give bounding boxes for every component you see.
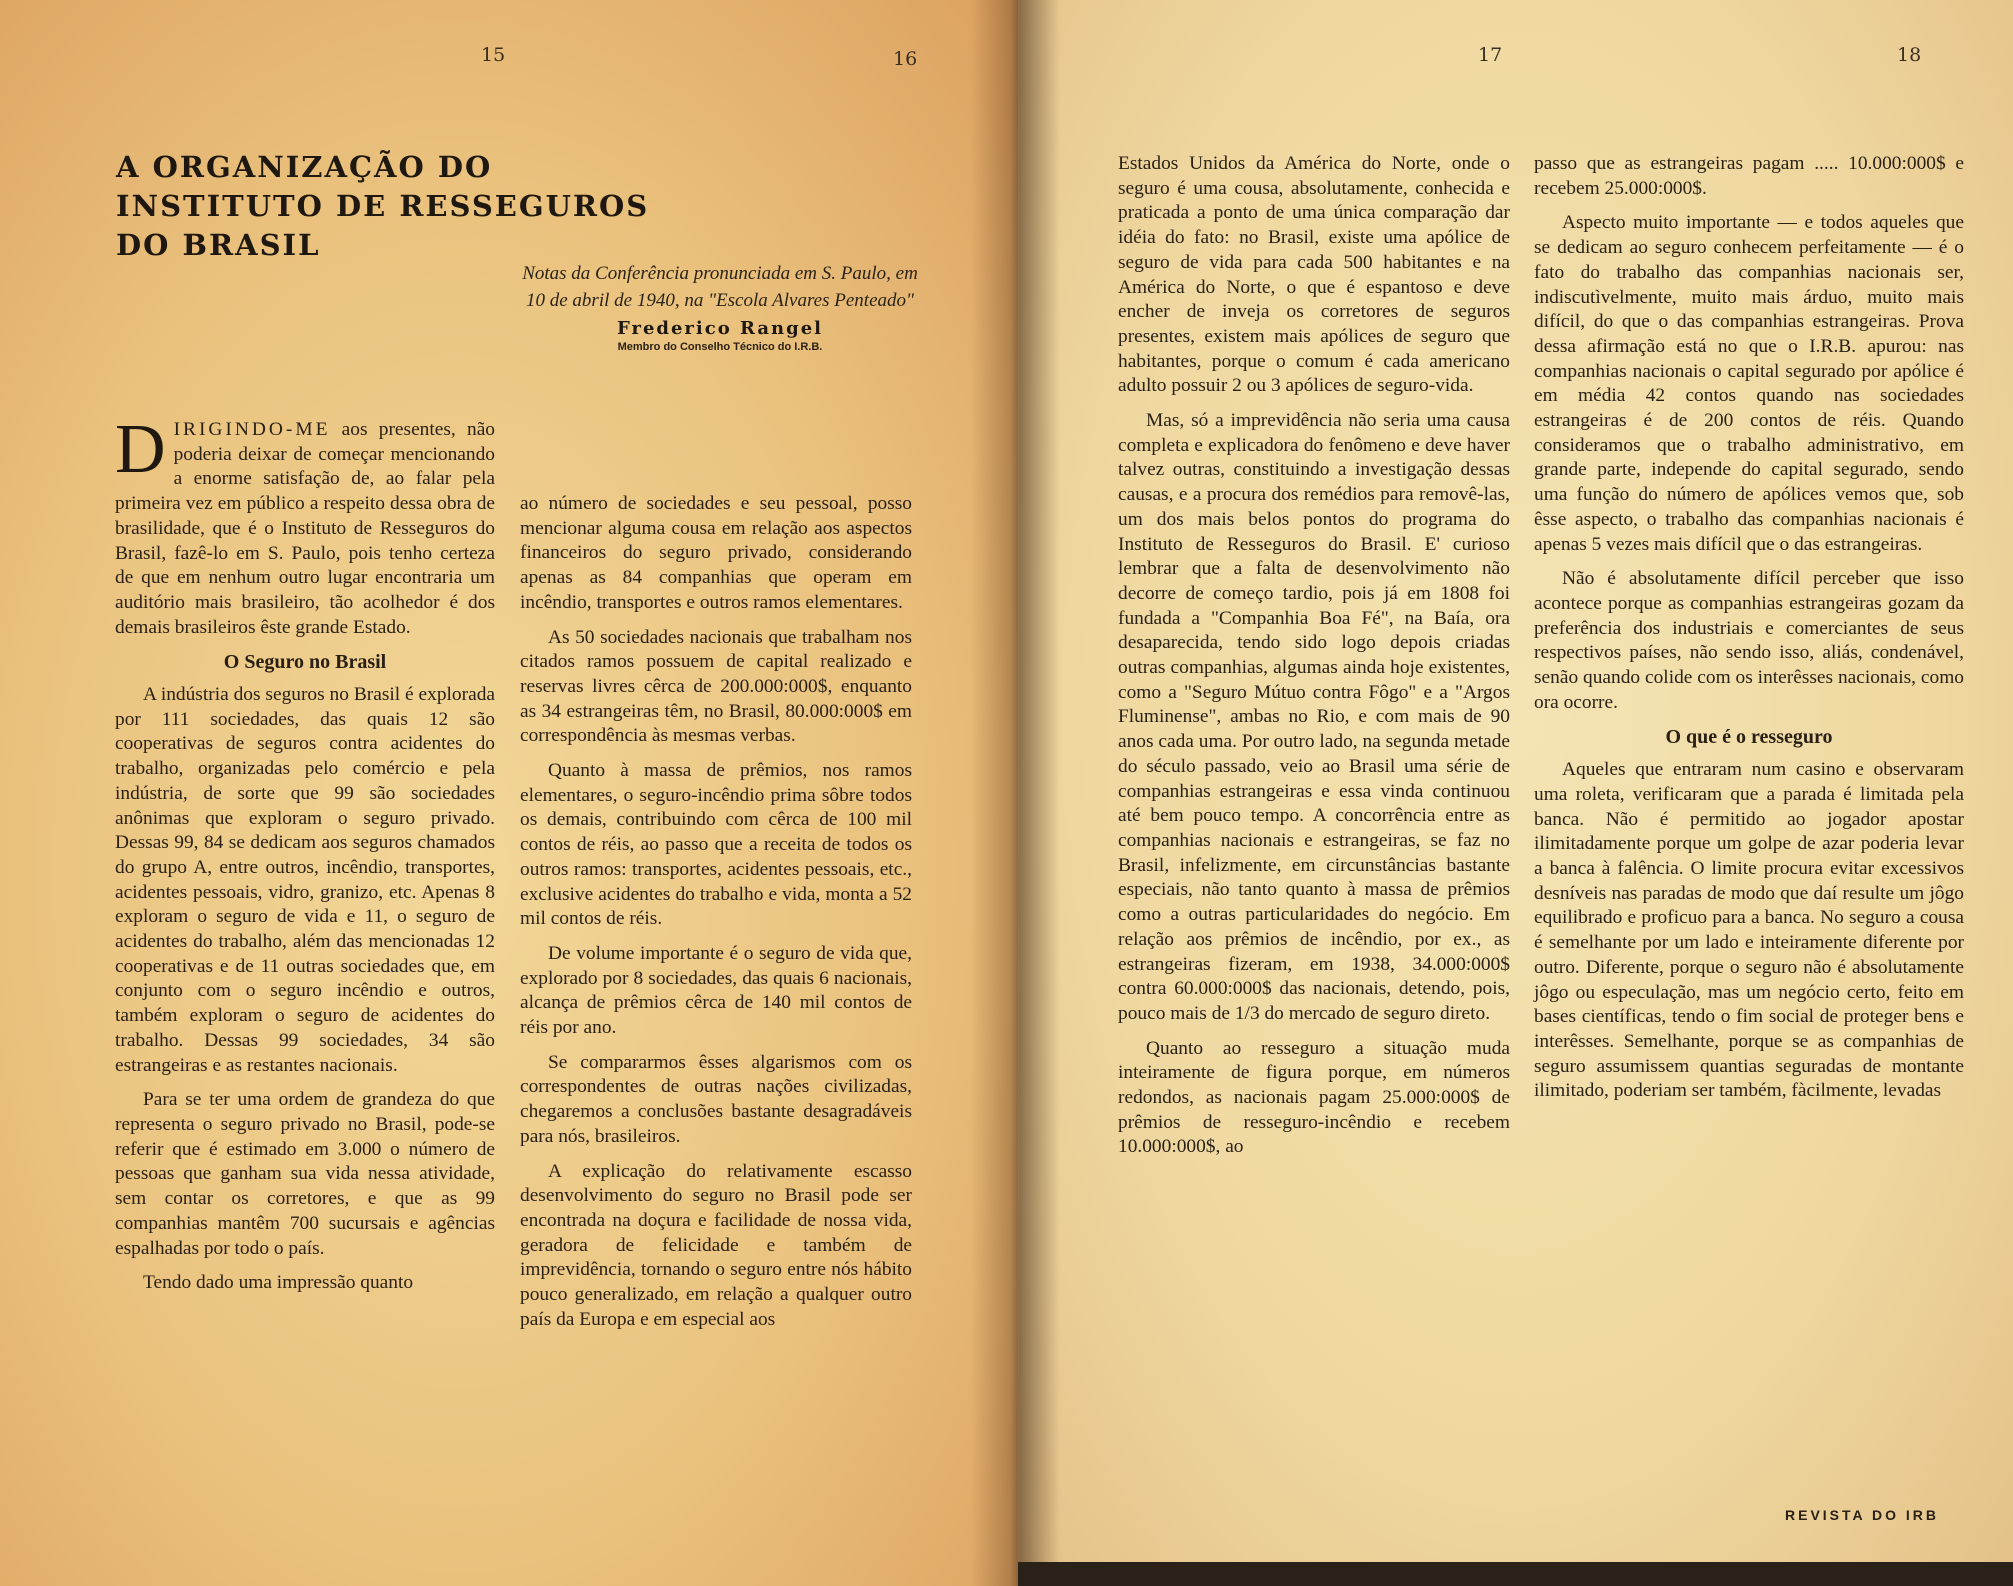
binding-strip	[1018, 1562, 2013, 1586]
paragraph: Não é absolutamente difícil perceber que isso acontece porque as companhias estrangeiras gozam da preferência dos industriais e comerciantes de seus respectivos países, não sendo isso, aliás, condenável, senão quando colide com os interêsses nacionais, como ora ocorre.	[1534, 568, 1964, 713]
lead-word: IRIGINDO-ME	[173, 419, 331, 440]
column-4	[1534, 152, 1964, 1114]
article-title: A ORGANIZAÇÃO DO INSTITUTO DE RESSEGUROS DO BRASIL	[116, 150, 650, 262]
paragraph	[115, 411, 495, 640]
paragraph: Estados Unidos da América do Norte, onde o seguro é uma cousa, absolutamente, conhecida e praticada a ponto de uma única comparação dar idéia do fato: no Brasil, existe uma apólice de seguro de vida para cada 500 habitantes e na América do Norte, o que é espantoso e deve encher de inveja os corretores de seguros presentes, existem mais apólices de seguro que habitantes, porque o comum é cada americano adulto possuir 2 ou 3 apólices de seguro-vida.	[1118, 153, 1510, 397]
paragraph: Para se ter uma ordem de grandeza do que representa o seguro privado no Brasil, pode-se referir que é estimado em 3.000 o número de pessoas que ganham sua vida nessa atividade, sem contar os corretores, e que as 99 companhias mantêm 700 sucursais e agências espalhadas por todo o país.	[115, 1089, 495, 1259]
column-3	[1118, 152, 1510, 1170]
paragraph: Quanto ao resseguro a situação muda inteiramente de figura porque, em números redondos, as nacionais pagam 25.000:000$ de prêmios de resseguro-incêndio e recebem 10.000:000$, ao	[1118, 1037, 1510, 1158]
paragraph: A indústria dos seguros no Brasil é explorada por 111 sociedades, das quais 12 são cooperativas de seguros contra acidentes do trabalho, organizadas pelo comércio e pela indústria, de sorte que 99 são sociedades anônimas que exploram o seguro privado. Dessas 99, 84 se dedicam aos seguros chamados do grupo A, entre outros, incêndio, transportes, acidentes pessoais, vidro, granizo, etc. Apenas 8 exploram o seguro de vida e 11, o seguro de acidentes do trabalho, além das mencionadas 12 cooperativas e de 11 outras sociedades que, em conjunto com o seguro incêndio e outros, também exploram o seguro de acidentes do trabalho. Dessas 99 sociedades, 34 são estrangeiras e as restantes nacionais.	[115, 684, 495, 1076]
section-heading: O Seguro no Brasil	[223, 651, 387, 674]
author-name: Frederico Rangel	[617, 318, 823, 339]
paragraph: A explicação do relativamente escasso desenvolvimento do seguro no Brasil pode ser encontrada na doçura e facilidade de nossa vida, geradora de felicidade e também de imprevidência, tornando o seguro entre nós hábito pouco generalizado, em relação a qualquer outro país da Europa e em especial aos	[520, 1160, 912, 1330]
drop-cap: D	[115, 411, 166, 488]
paragraph: Tendo dado uma impressão quanto	[143, 1272, 414, 1294]
column-2	[520, 492, 912, 1343]
author-role: Membro do Conselho Técnico do I.R.B.	[617, 341, 823, 353]
paragraph: Quanto à massa de prêmios, nos ramos elementares, o seguro-incêndio prima sôbre todos os demais, contribuindo com cêrca de 100 mil contos de réis, ao passo que a receita de todos os outros ramos: transportes, acidentes pessoais, etc., exclusive acidentes do trabalho e vida, monta a 52 mil contos de réis.	[520, 760, 912, 930]
paragraph: ao número de sociedades e seu pessoal, posso mencionar alguma cousa em relação aos aspectos financeiros do seguro privado, considerando apenas as 84 companhias que operam em incêndio, transportes e outros ramos elementares.	[520, 493, 912, 613]
page-number-16: 16	[893, 48, 918, 70]
paragraph: passo que as estrangeiras pagam ..... 10.000:000$ e recebem 25.000:000$.	[1534, 153, 1964, 199]
page-number-15: 15	[481, 44, 506, 66]
paragraph: Aqueles que entraram num casino e observaram uma roleta, verificaram que a parada é limitada pela banca. Não é permitido ao jogador apostar ilimitadamente porque um golpe de azar poderia levar a banca à falência. O limite procura evitar excessivos desníveis nas paradas de modo que daí resulte um jôgo equilibrado e proficuo para a banca. No seguro a cousa é semelhante por um lado e inteiramente diferente por outro. Diferente, porque o seguro não é absolutamente jôgo ou especulação, mas um negócio certo, feito em bases científicas, tendo o fim social de proteger bens e interêsses. Semelhante, porque se as companhias de seguro assumissem quantias seguradas de montante ilimitado, poderiam ser também, fàcilmente, levadas	[1534, 759, 1964, 1102]
paragraph: De volume importante é o seguro de vida que, explorado por 8 sociedades, das quais 6 nacionais, alcança de prêmios cêrca de 140 mil contos de réis por ano.	[520, 942, 912, 1039]
section-heading: O que é o resseguro	[1665, 726, 1833, 749]
column-1	[115, 411, 495, 1306]
magazine-footer: REVISTA DO IRB	[1785, 1507, 1940, 1523]
right-page	[1018, 0, 2013, 1586]
paragraph-text: aos presentes, não poderia deixar de começar mencionando a enorme satisfação de, ao falar pela primeira vez em público a respeito dessa obra de brasilidade, que é o Instituto de Resseguros do Brasil, fazê-lo em S. Paulo, pois tenho certeza de que em nenhum outro lugar encontraria um auditório mais brasileiro, tão acolhedor é dos demais brasileiros êste grande Estado.	[115, 419, 495, 638]
paragraph: Se compararmos êsses algarismos com os correspondentes de outras nações civilizadas, chegaremos a conclusões bastante desagradáveis para nós, brasileiros.	[520, 1051, 912, 1147]
paragraph: Aspecto muito importante — e todos aqueles que se dedicam ao seguro conhecem perfeitamente — é o fato do trabalho das companhias nacionais ser, indiscutìvelmente, muito mais árduo, muito mais difícil, do que o das companhias estrangeiras. Prova dessa afirmação está no que o I.R.B. apurou: nas companhias nacionais o capital segurado por apólice é em média 42 contos quando nas sociedades estrangeiras é de 200 contos de réis. Quando consideramos que o trabalho administrativo, em grande parte, independe do capital segurado, sendo uma função do número de apólices vemos que, sob êsse aspecto, o trabalho das companhias nacionais é apenas 5 vezes mais difícil que o das estrangeiras.	[1534, 212, 1964, 555]
paragraph: As 50 sociedades nacionais que trabalham nos citados ramos possuem de capital realizado e reservas livres cêrca de 200.000:000$, enquanto as 34 estrangeiras têm, no Brasil, 80.000:000$ em correspondência às mesmas verbas.	[520, 626, 912, 747]
conference-notes: Notas da Conferência pronunciada em S. Paulo, em 10 de abril de 1940, na "Escola Alvares Penteado"	[522, 263, 918, 311]
page-number-18: 18	[1897, 44, 1922, 66]
paragraph: Mas, só a imprevidência não seria uma causa completa e explicadora do fenômeno e deve haver talvez outras, constituindo a investigação dessas causas, e a procura dos remédios para removê-las, um dos mais belos pontos do programa do Instituto de Resseguros do Brasil. E' curioso lembrar que a falta de desenvolvimento não decorre de começo tardio, pois já em 1808 foi fundada a "Companhia Boa Fé", na Baía, ora desaparecida, tendo sido logo depois criadas outras companhias, algumas ainda hoje existentes, como a "Seguro Mútuo contra Fôgo" e a "Argos Fluminense", ambas no Rio, e com mais de 90 anos cada uma. Por outro lado, na segunda metade do século passado, veio ao Brasil uma série de companhias estrangeiras e essa vinda continuou até bem pouco tempo. A concorrência entre as companhias nacionais e estrangeiras, se faz no Brasil, infelizmente, em circunstâncias bastante especiais, não tanto quanto à massa de prêmios como a outras particularidades do negócio. Em relação aos prêmios de incêndio, por ex., as estrangeiras fizeram, em 1938, 34.000:000$ contra 60.000:000$ das nacionais, detendo, pois, pouco mais de 1/3 do mercado de seguro direto.	[1118, 410, 1510, 1024]
article-byline	[520, 260, 920, 353]
page-number-17: 17	[1478, 44, 1503, 66]
